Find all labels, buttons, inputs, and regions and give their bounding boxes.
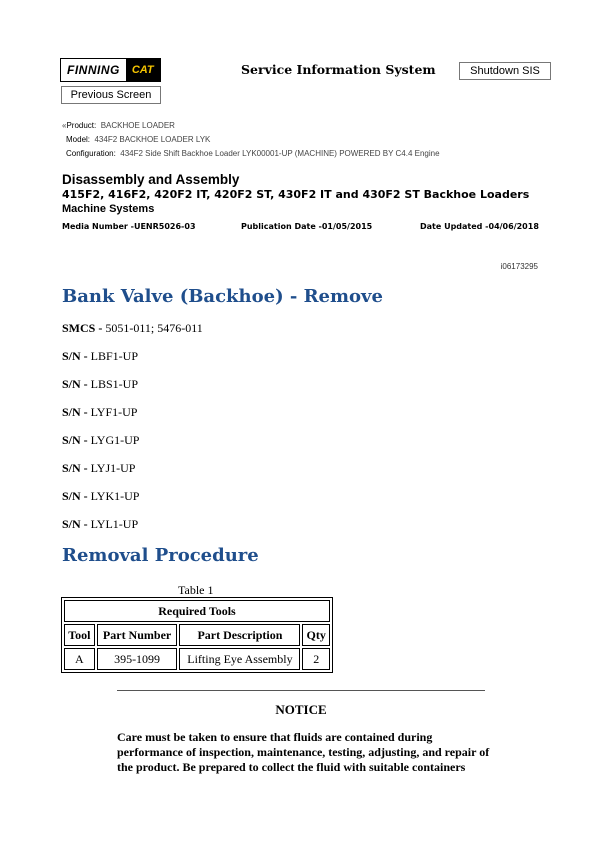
table-title: Required Tools [64, 600, 330, 622]
serial-line: S/N - LYK1-UP [62, 489, 140, 503]
logo-word: FINNING [67, 63, 120, 77]
page-title: Bank Valve (Backhoe) - Remove [62, 286, 383, 307]
table-row [64, 648, 330, 670]
cat-logo: CAT [126, 59, 160, 81]
notice-title: NOTICE [275, 702, 327, 717]
product-label: Product: [66, 121, 97, 130]
smcs-line [62, 321, 203, 336]
serial-value: LBS1-UP [90, 377, 139, 391]
required-tools-table [61, 597, 333, 673]
table-header: Part Number [97, 624, 178, 646]
serial-value: LBF1-UP [90, 349, 139, 363]
finning-cat-logo [60, 58, 161, 82]
date-updated: Date Updated -04/06/2018 [420, 222, 539, 231]
table-cell: 2 [302, 648, 330, 670]
smcs-value: 5051-011; 5476-011 [105, 321, 203, 335]
media-number: Media Number -UENR5026-03 [62, 222, 196, 231]
model-line [66, 135, 210, 144]
config-value: 434F2 Side Shift Backhoe Loader LYK00001-UP (MACHINE) POWERED BY C4.4 Engine [120, 149, 440, 158]
doc-subheading: 415F2, 416F2, 420F2 IT, 420F2 ST, 430F2 IT and 430F2 ST Backhoe Loaders [62, 188, 530, 201]
product-value[interactable]: BACKHOE LOADER [100, 121, 175, 130]
model-value: 434F2 BACKHOE LOADER LYK [94, 135, 211, 144]
table-header: Qty [302, 624, 330, 646]
publication-date: Publication Date -01/05/2015 [241, 222, 373, 231]
serial-line: S/N - LYL1-UP [62, 517, 139, 531]
serial-line: S/N - LYG1-UP [62, 433, 140, 447]
serial-value: LYG1-UP [90, 433, 140, 447]
table-cell: 395-1099 [97, 648, 178, 670]
document-id: i06173295 [500, 262, 538, 271]
previous-screen-button[interactable]: Previous Screen [61, 86, 161, 104]
table-caption: Table 1 [178, 583, 214, 597]
table-cell: Lifting Eye Assembly [179, 648, 300, 670]
serial-value: LYJ1-UP [90, 461, 136, 475]
product-line [62, 121, 175, 130]
serial-line: S/N - LYF1-UP [62, 405, 138, 419]
table-header: Part Description [179, 624, 300, 646]
configuration-line [66, 149, 440, 158]
notice-text: Care must be taken to ensure that fluids are contained during performance of inspection, maintenance, testing, adjusting, and repair of the product. Be prepared to collect the fluid with suitable containers [117, 730, 490, 774]
serial-value: LYF1-UP [90, 405, 138, 419]
serial-value: LYL1-UP [90, 517, 139, 531]
model-label: Model: [66, 135, 91, 144]
app-title: Service Information System [241, 62, 436, 77]
table-header: Tool [64, 624, 95, 646]
config-label: Configuration: [66, 149, 116, 158]
back-arrow-icon[interactable]: « [62, 121, 67, 130]
serial-line: S/N - LYJ1-UP [62, 461, 136, 475]
doc-subheading-2: Machine Systems [62, 203, 155, 215]
shutdown-sis-button[interactable]: Shutdown SIS [459, 62, 551, 80]
section-title: Removal Procedure [62, 545, 259, 566]
serial-line: S/N - LBS1-UP [62, 377, 139, 391]
serial-value: LYK1-UP [90, 489, 140, 503]
serial-line: S/N - LBF1-UP [62, 349, 139, 363]
smcs-label: SMCS - [62, 321, 103, 335]
divider [117, 690, 485, 691]
doc-heading: Disassembly and Assembly [62, 172, 240, 187]
table-cell: A [64, 648, 95, 670]
